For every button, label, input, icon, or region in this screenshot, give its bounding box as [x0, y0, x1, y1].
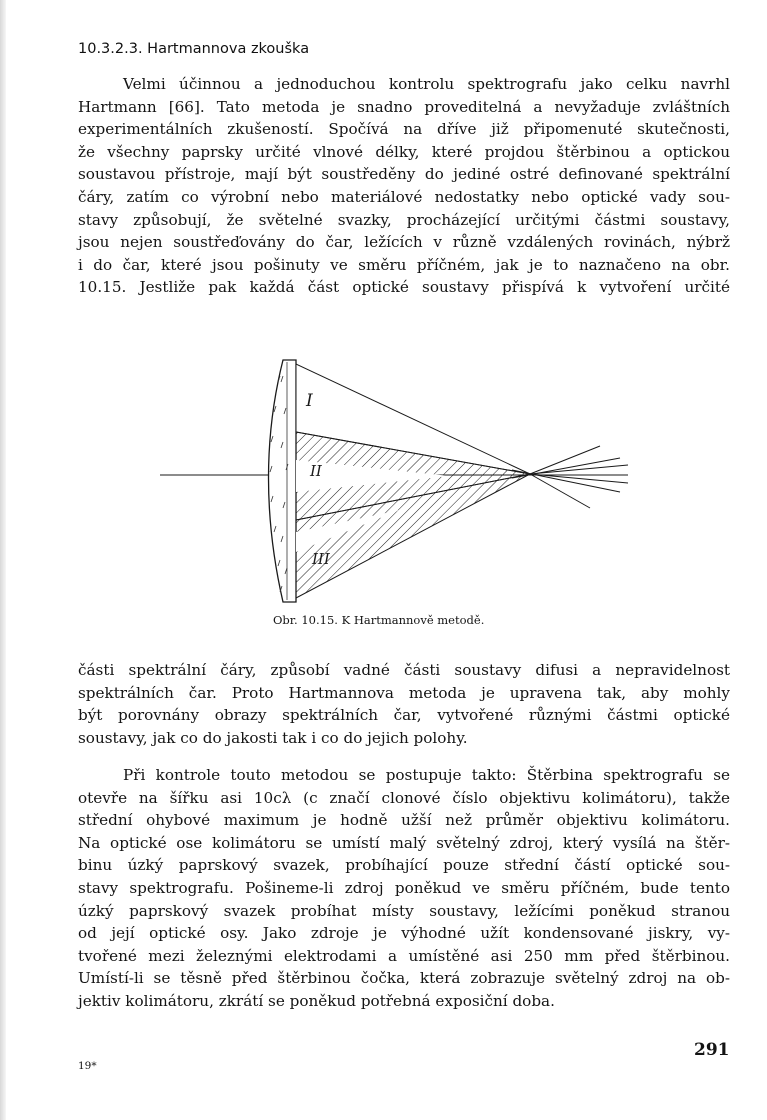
text-line: soustavou přístroje, mají být soustředěny do jediné ostré definované spektrální: [78, 165, 730, 184]
text-line: Velmi účinnou a jednoduchou kontrolu spektrografu jako celku navrhl: [123, 75, 730, 93]
text-line: stavy spektrografu. Pošineme-li zdroj poněkud ve směru příčném, bude tento: [78, 878, 730, 897]
text-line: spektrálních čar. Proto Hartmannova metoda je upravena tak, aby mohly: [78, 683, 730, 702]
text-line: soustavy, jak co do jakosti tak i co do jejich polohy.: [78, 728, 468, 747]
text-line: 10.15. Jestliže pak každá část optické soustavy přispívá k vytvoření určité: [78, 278, 730, 297]
text-line: experimentálních zkušeností. Spočívá na dříve již připomenuté skutečnosti,: [78, 120, 730, 139]
text-line: Hartmann [66]. Tato metoda je snadno proveditelná a nevyžaduje zvláštních: [78, 97, 730, 116]
text-line: střední ohybové maximum je hodně užší než průměr objektivu kolimátoru.: [78, 811, 730, 830]
text-line: Při kontrole touto metodou se postupuje takto: Štěrbina spektrografu se: [123, 766, 730, 784]
text-line: Na optické ose kolimátoru se umístí malý světelný zdroj, který vysílá na štěr-: [78, 833, 730, 852]
text-line: stavy způsobují, že světelné svazky, procházející určitými částmi soustavy,: [78, 210, 730, 229]
text-line: části spektrální čáry, způsobí vadné části soustavy difusi a nepravidelnost: [78, 661, 730, 679]
paragraph-continuation: [78, 659, 730, 749]
text-line: čáry, zatím co výrobní nebo materiálové nedostatky nebo optické vady sou-: [78, 187, 730, 206]
text-line: úzký paprskový svazek probíhat místy soustavy, ležícími poněkud stranou: [78, 901, 730, 920]
figure-caption: Obr. 10.15. K Hartmannově metodě.: [273, 613, 485, 627]
text-line: být porovnány obrazy spektrálních čar, vytvořené různými částmi optické: [78, 706, 730, 725]
hartmann-diagram: [150, 352, 640, 622]
signature-mark: 19*: [78, 1060, 97, 1072]
paragraph-intro: [78, 73, 730, 299]
text-line: i do čar, které jsou pošinuty ve směru příčném, jak je to naznačeno na obr.: [78, 255, 730, 274]
zone-label-iii: III: [312, 550, 330, 568]
hartmann-figure: [150, 352, 640, 622]
text-line: jsou nejen soustřeďovány do čar, ležících v různě vzdálených rovinách, nýbrž: [78, 233, 730, 252]
text-line: od její optické osy. Jako zdroje je výhodné užít kondensované jiskry, vy-: [78, 924, 730, 943]
text-line: že všechny paprsky určité vlnové délky, které projdou štěrbinou a optickou: [78, 142, 730, 161]
page-number: 291: [694, 1040, 730, 1060]
section-heading: 10.3.2.3. Hartmannova zkouška: [78, 41, 310, 57]
text-line: otevře na šířku asi 10cλ (c značí clonové číslo objektivu kolimátoru), takže: [78, 788, 730, 807]
page-edge-shadow: [0, 0, 6, 1120]
paragraph-procedure: [78, 764, 730, 1013]
text-line: jektiv kolimátoru, zkrátí se poněkud potřebná exposiční doba.: [78, 991, 555, 1010]
text-line: tvořené mezi železnými elektrodami a umístěné asi 250 mm před štěrbinou.: [78, 946, 730, 965]
lens-shape: [269, 360, 297, 602]
text-line: binu úzký paprskový svazek, probíhající pouze střední částí optické sou-: [78, 856, 730, 875]
text-line: Umístí-li se těsně před štěrbinou čočka, která zobrazuje světelný zdroj na ob-: [78, 969, 730, 988]
zone-label-i: I: [306, 391, 313, 411]
crossing-rays: [512, 446, 628, 508]
zone-label-ii: II: [310, 462, 322, 480]
